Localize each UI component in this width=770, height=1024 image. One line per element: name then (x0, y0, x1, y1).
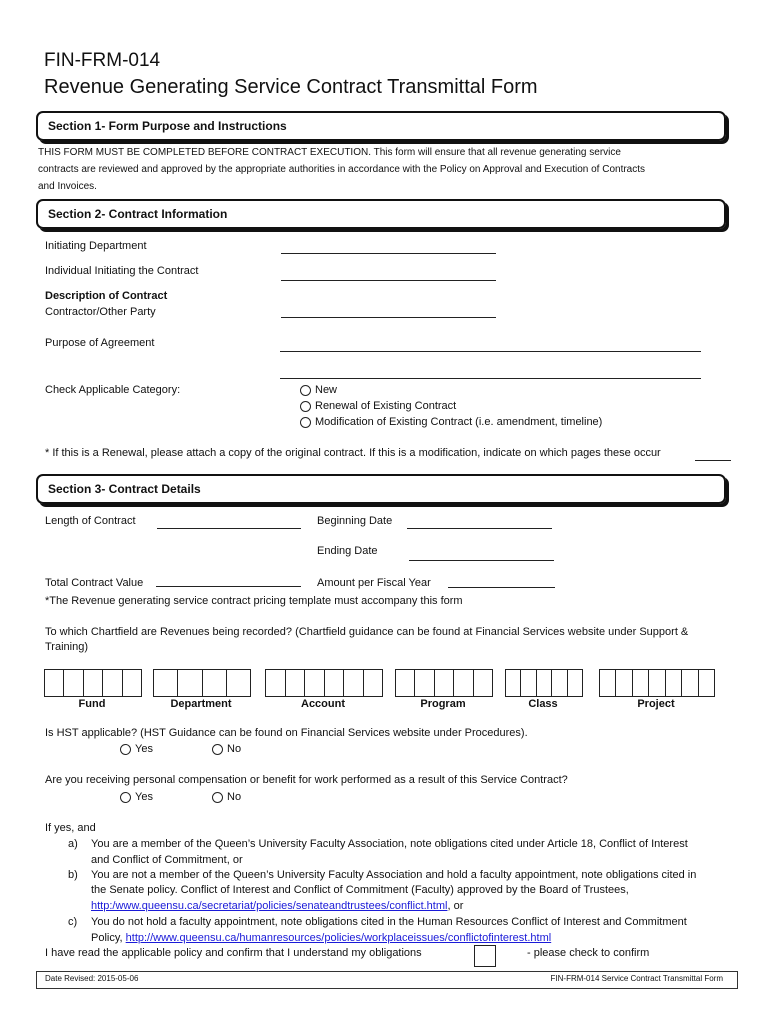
total-value-field[interactable] (156, 586, 301, 587)
length-label: Length of Contract (45, 515, 136, 527)
renewal-note: * If this is a Renewal, please attach a copy of the original contract. If this is a modification, indicate on which pages these occur (45, 447, 661, 459)
length-field[interactable] (157, 528, 301, 529)
item-a-line1: You are a member of the Queen’s University Faculty Association, note obligations cited under Article 18, Conflict of Interest (91, 838, 688, 850)
project-label: Project (637, 698, 675, 710)
section-1-text-line2: contracts are reviewed and approved by the appropriate authorities in accordance with the Policy on Approval and Execution of Contracts (38, 164, 646, 175)
section-2-title: Section 2- Contract Information (48, 207, 228, 221)
fund-label: Fund (78, 698, 106, 710)
item-a-line2: and Conflict of Commitment, or (91, 854, 243, 866)
section-1-header (36, 111, 726, 141)
category-option-new-label: New (315, 384, 338, 396)
category-option-renewal[interactable] (300, 400, 456, 412)
total-value-label: Total Contract Value (45, 577, 144, 589)
category-label: Check Applicable Category: (45, 384, 181, 396)
account-label: Account (301, 698, 345, 710)
compensation-yes-option[interactable] (120, 791, 153, 803)
compensation-yes-label: Yes (135, 791, 153, 803)
section-3-title: Section 3- Contract Details (48, 482, 201, 496)
department-label: Department (170, 698, 232, 710)
description-heading: Description of Contract (45, 290, 168, 302)
project-boxes[interactable] (599, 669, 715, 697)
radio-renewal[interactable] (300, 401, 311, 412)
hst-no-radio[interactable] (212, 744, 223, 755)
amount-per-year-label: Amount per Fiscal Year (317, 577, 431, 589)
individual-initiating-field[interactable] (281, 280, 496, 281)
item-b-line1: You are not a member of the Queen’s University Faculty Association and hold a faculty appointment, note obligations cited in (91, 869, 697, 881)
item-b-line3 (91, 900, 463, 912)
form-code: FIN-FRM-014 (44, 50, 161, 71)
hst-yes-option[interactable] (120, 743, 153, 755)
initiating-department-label: Initiating Department (45, 240, 147, 252)
modification-pages-field[interactable] (695, 460, 731, 461)
fund-boxes[interactable] (44, 669, 142, 697)
class-boxes[interactable] (505, 669, 583, 697)
hst-yes-label: Yes (135, 743, 153, 755)
section-1-title: Section 1- Form Purpose and Instructions (48, 119, 287, 133)
radio-modification[interactable] (300, 417, 311, 428)
radio-new[interactable] (300, 385, 311, 396)
item-a-marker: a) (68, 838, 78, 850)
hst-no-option[interactable] (212, 743, 241, 755)
beginning-date-label: Beginning Date (317, 515, 393, 527)
compensation-no-label: No (227, 791, 242, 803)
purpose-field-line1[interactable] (280, 351, 701, 352)
program-boxes[interactable] (395, 669, 493, 697)
confirm-text: I have read the applicable policy and confirm that I understand my obligations (45, 947, 422, 959)
footer-bar (36, 971, 738, 989)
individual-initiating-label: Individual Initiating the Contract (45, 265, 199, 277)
hst-yes-radio[interactable] (120, 744, 131, 755)
account-boxes[interactable] (265, 669, 383, 697)
compensation-question: Are you receiving personal compensation or benefit for work performed as a result of this Service Contract? (45, 774, 568, 786)
ending-date-field[interactable] (409, 560, 554, 561)
confirm-checkbox[interactable] (474, 945, 496, 967)
amount-per-year-field[interactable] (448, 587, 555, 588)
department-boxes[interactable] (153, 669, 251, 697)
item-b-marker: b) (68, 869, 78, 881)
senate-policy-link[interactable]: http:/www.queensu.ca/secretariat/policies/senateandtrustees/conflict.html (91, 900, 448, 912)
category-option-new[interactable] (300, 384, 337, 396)
item-b-suffix: , or (447, 900, 464, 912)
contractor-field[interactable] (281, 317, 496, 318)
class-label: Class (528, 698, 558, 710)
compensation-no-radio[interactable] (212, 792, 223, 803)
confirm-check-label: - please check to confirm (527, 947, 650, 959)
compensation-no-option[interactable] (212, 791, 241, 803)
program-label: Program (420, 698, 466, 710)
item-b-line2: the Senate policy. Conflict of Interest and Conflict of Commitment (Faculty) approved by the Board of Trustees, (91, 884, 629, 896)
chartfield-question-line2: Training) (45, 641, 88, 653)
chartfield-question-line1: To which Chartfield are Revenues being recorded? (Chartfield guidance can be found at Financial Services website under Support & (45, 626, 689, 638)
section-1-text-line1: THIS FORM MUST BE COMPLETED BEFORE CONTRACT EXECUTION. This form will ensure that all revenue generating service (38, 147, 621, 158)
initiating-department-field[interactable] (281, 253, 496, 254)
pricing-note: *The Revenue generating service contract pricing template must accompany this form (45, 595, 463, 607)
item-c-marker: c) (68, 916, 78, 928)
section-1-text-line3: and Invoices. (38, 181, 97, 192)
item-c-prefix: Policy, (91, 932, 126, 944)
item-c-line2 (91, 932, 551, 944)
category-option-modification-label: Modification of Existing Contract (i.e. amendment, timeline) (315, 416, 603, 428)
if-yes-label: If yes, and (45, 822, 96, 834)
category-option-renewal-label: Renewal of Existing Contract (315, 400, 457, 412)
item-c-line1: You do not hold a faculty appointment, note obligations cited in the Human Resources Conflict of Interest and Commitment (91, 916, 687, 928)
hr-policy-link[interactable]: http://www.queensu.ca/humanresources/policies/workplaceissues/conflictofinterest.html (125, 932, 552, 944)
date-revised: Date Revised: 2015-05-06 (45, 974, 139, 983)
section-2-header (36, 199, 726, 229)
category-option-modification[interactable] (300, 416, 602, 428)
beginning-date-field[interactable] (407, 528, 552, 529)
hst-question: Is HST applicable? (HST Guidance can be found on Financial Services website under Procedures). (45, 727, 528, 739)
purpose-field-line2[interactable] (280, 378, 701, 379)
ending-date-label: Ending Date (317, 545, 378, 557)
page-title: Revenue Generating Service Contract Transmittal Form (44, 76, 538, 98)
hst-no-label: No (227, 743, 242, 755)
purpose-label: Purpose of Agreement (45, 337, 155, 349)
contractor-label: Contractor/Other Party (45, 306, 156, 318)
footer-form-name: FIN-FRM-014 Service Contract Transmittal Form (550, 974, 723, 983)
compensation-yes-radio[interactable] (120, 792, 131, 803)
section-3-header (36, 474, 726, 504)
